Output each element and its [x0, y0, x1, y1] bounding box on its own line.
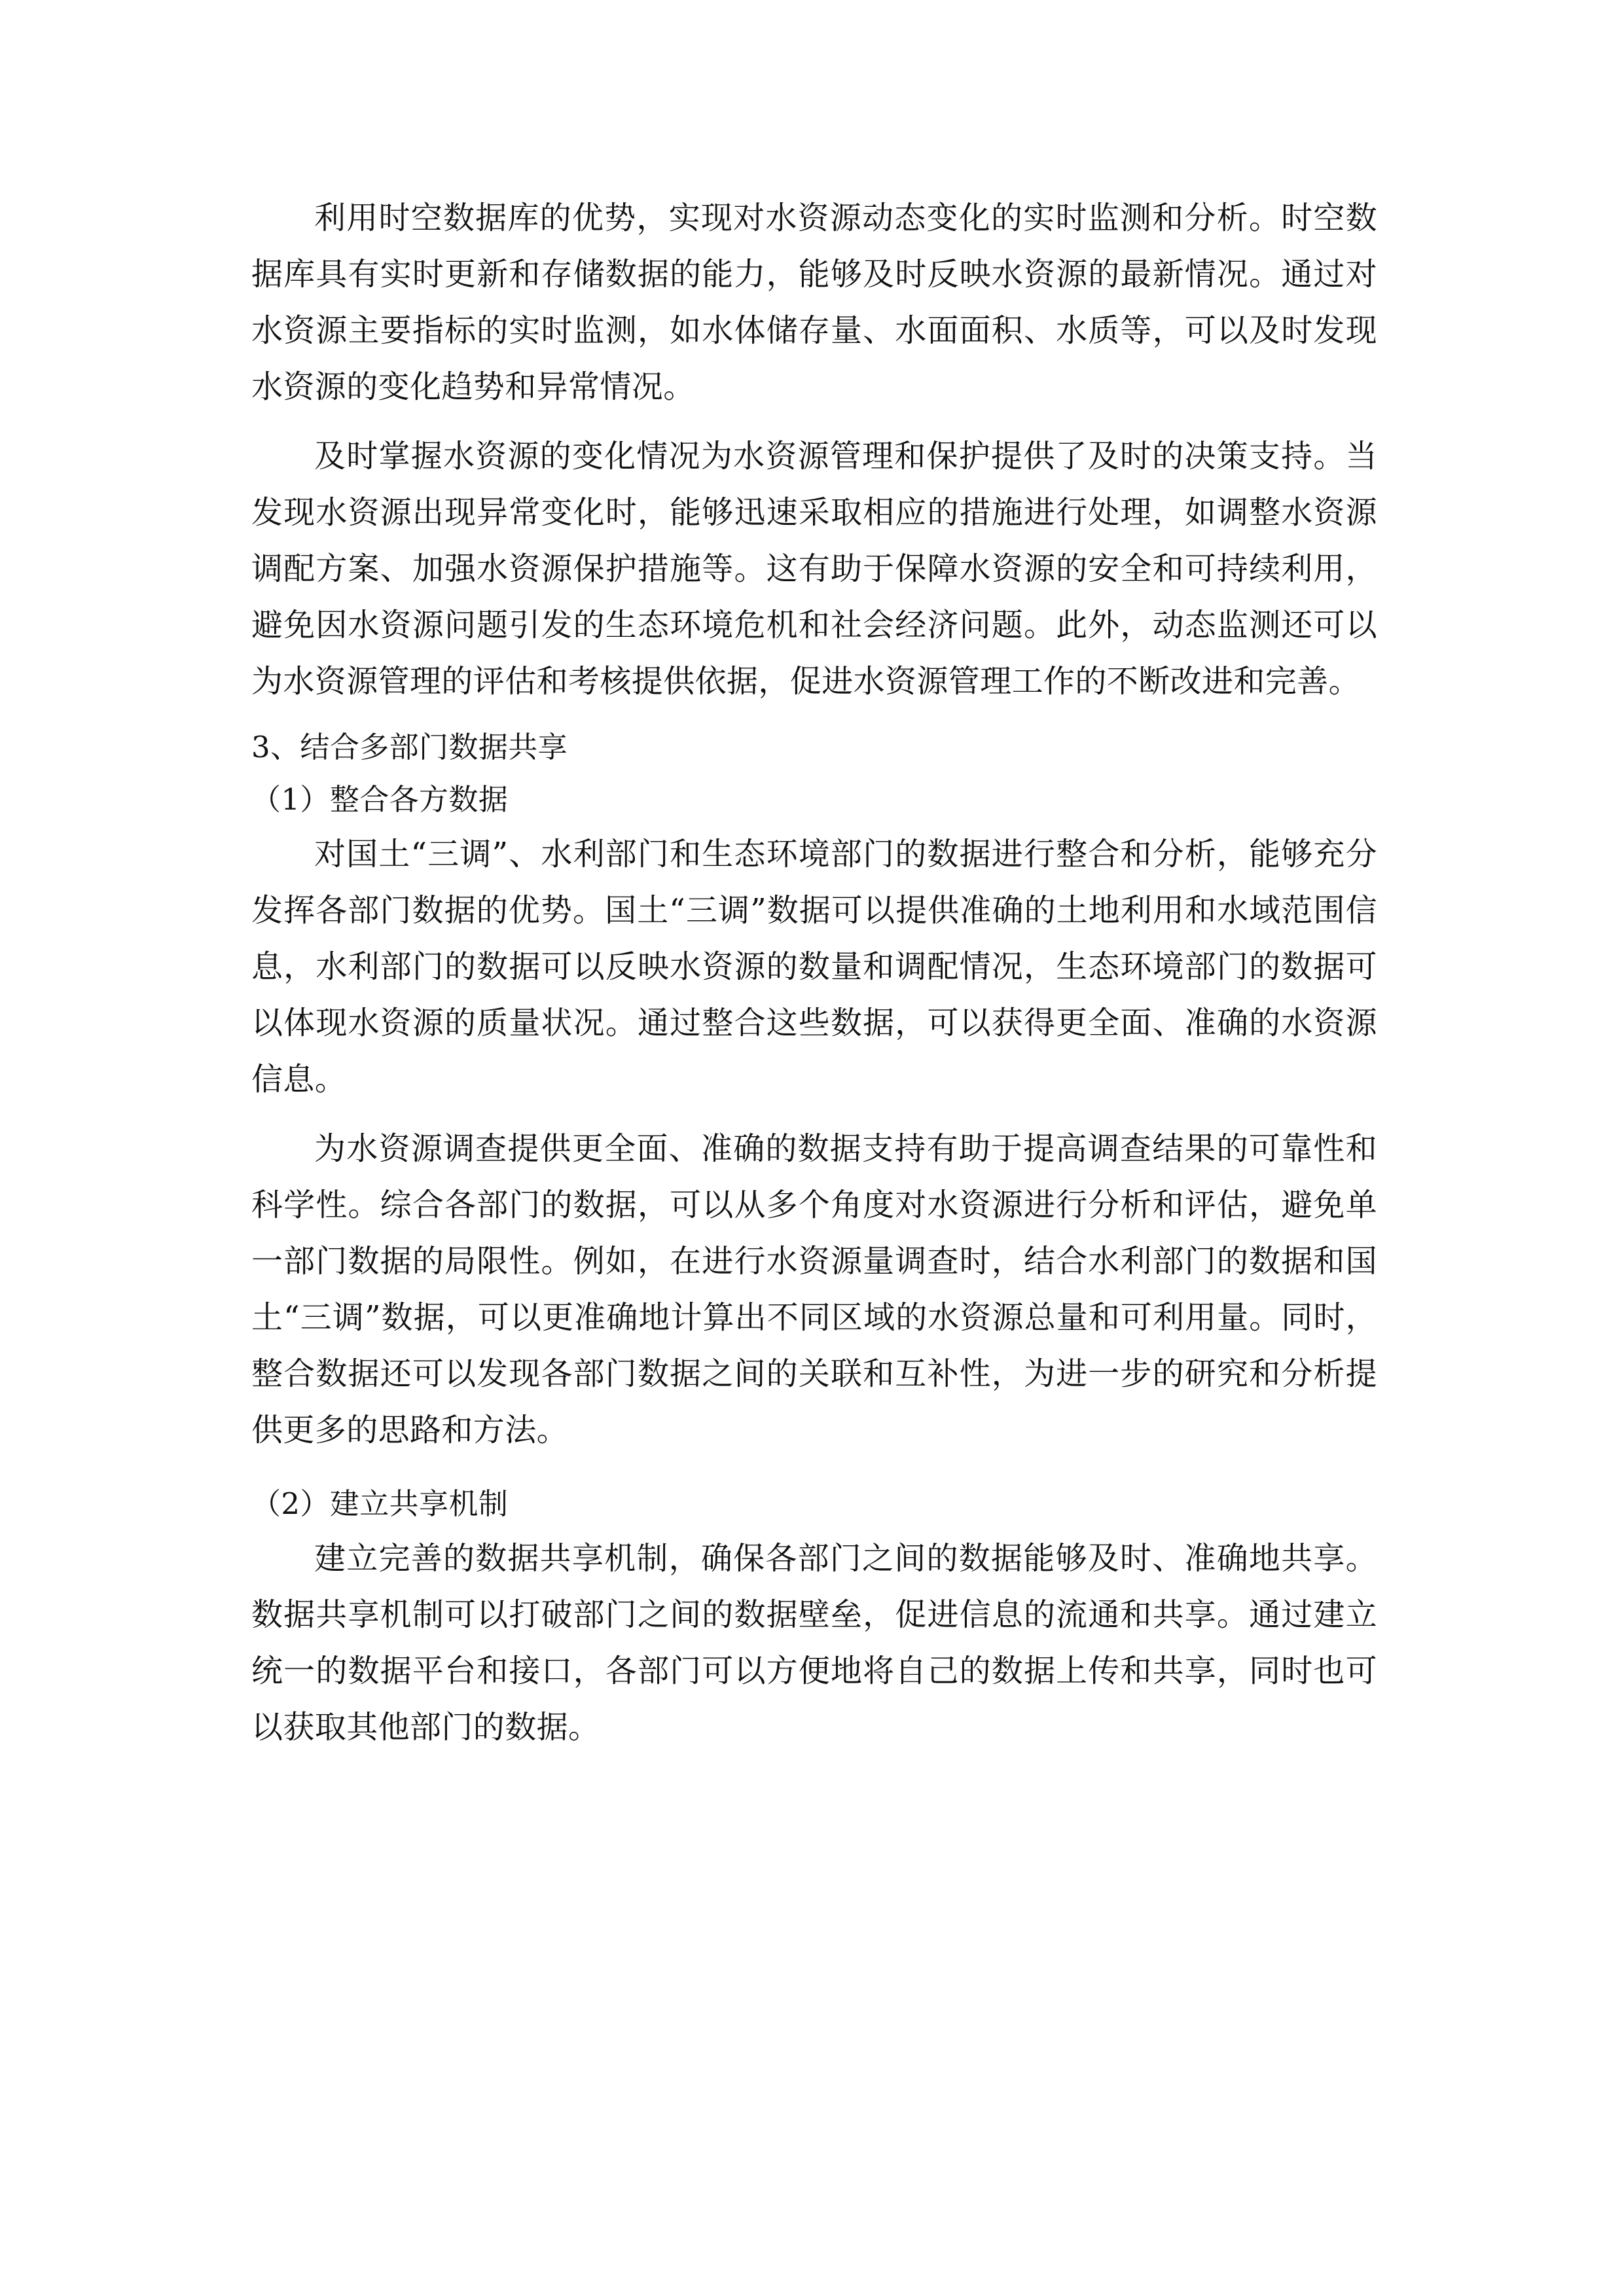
paragraph-data-support: 为水资源调查提供更全面、准确的数据支持有助于提高调查结果的可靠性和科学性。综合各部门的数据，可以从多个角度对水资源进行分析和评估，避免单一部门数据的局限性。例如，在进行水资源量调查时，结合水利部门的数据和国土“三调”数据，可以更准确地计算出不同区域的水资源总量和可利用量。同时，整合数据还可以发现各部门数据之间的关联和互补性，为进一步的研究和分析提供更多的思路和方法。 [251, 1130, 1377, 1448]
spacer [251, 1458, 1377, 1478]
subsection-heading-integrate-data: （1）整合各方数据 [251, 782, 509, 817]
paragraph-realtime-monitoring: 利用时空数据库的优势，实现对水资源动态变化的实时监测和分析。时空数据库具有实时更新和存储数据的能力，能够及时反映水资源的最新情况。通过对水资源主要指标的实时监测，如水体储存量、水面面积、水质等，可以及时发现水资源的变化趋势和异常情况。 [251, 200, 1377, 405]
paragraph-integrate-departments: 对国土“三调”、水利部门和生态环境部门的数据进行整合和分析，能够充分发挥各部门数据的优势。国土“三调”数据可以提供准确的土地利用和水域范围信息，水利部门的数据可以反映水资源的数量和调配情况，生态环境部门的数据可以体现水资源的质量状况。通过整合这些数据，可以获得更全面、准确的水资源信息。 [251, 836, 1377, 1098]
subsection-heading-sharing-mechanism: （2）建立共享机制 [251, 1486, 509, 1521]
spacer [251, 709, 1377, 721]
section-heading-data-sharing: 3、结合多部门数据共享 [251, 730, 568, 764]
paragraph-decision-support: 及时掌握水资源的变化情况为水资源管理和保护提供了及时的决策支持。当发现水资源出现异常变化时，能够迅速采取相应的措施进行处理，如调整水资源调配方案、加强水资源保护措施等。这有助于保障水资源的安全和可持续利用，避免因水资源问题引发的生态环境危机和社会经济问题。此外，动态监测还可以为水资源管理的评估和考核提供依据，促进水资源管理工作的不断改进和完善。 [251, 438, 1377, 700]
paragraph-sharing-mechanism: 建立完善的数据共享机制，确保各部门之间的数据能够及时、准确地共享。数据共享机制可以打破部门之间的数据壁垒，促进信息的流通和共享。通过建立统一的数据平台和接口，各部门可以方便地将自己的数据上传和共享，同时也可以获取其他部门的数据。 [251, 1540, 1377, 1746]
document-body [251, 190, 1377, 1755]
